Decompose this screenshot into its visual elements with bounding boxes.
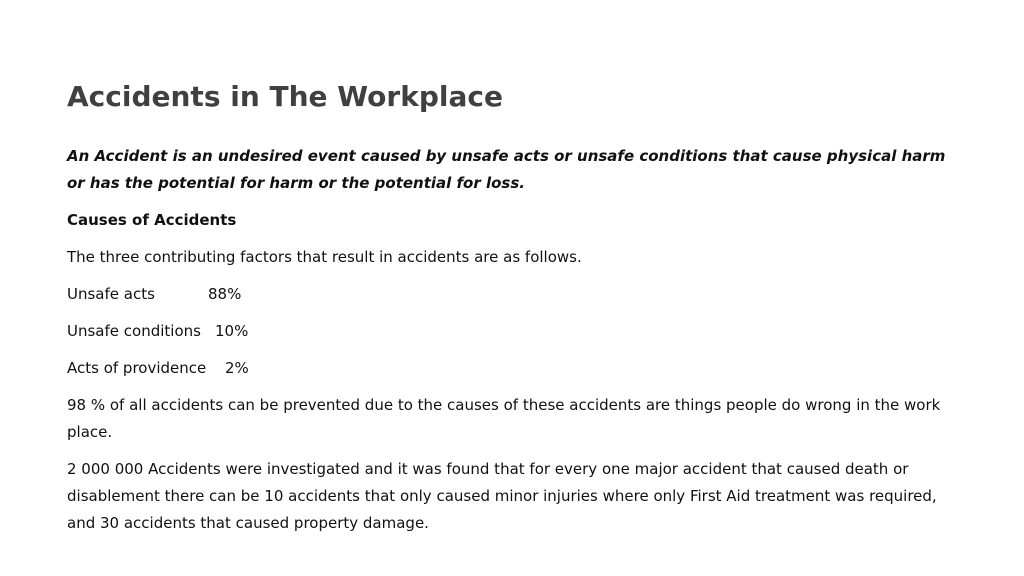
causes-intro: The three contributing factors that result in accidents are as follows. <box>67 248 582 266</box>
stat-value: 2% <box>225 359 249 377</box>
stat-value: 88% <box>208 285 242 303</box>
stat-acts-of-providence <box>67 355 967 382</box>
stat-label: Unsafe conditions <box>67 322 201 340</box>
investigation-paragraph: 2 000 000 Accidents were investigated and it was found that for every one major accident that caused death or disablement there can be 10 accidents that only caused minor injuries where only First Aid treatment was required, and 30 accidents that caused property damage. <box>67 460 937 532</box>
stat-unsafe-conditions <box>67 318 967 345</box>
slide-body <box>67 143 967 537</box>
causes-heading: Causes of Accidents <box>67 211 237 229</box>
stat-label: Acts of providence <box>67 359 207 377</box>
prevention-paragraph: 98 % of all accidents can be prevented due to the causes of these accidents are things people do wrong in the work place. <box>67 396 941 441</box>
stat-value: 10% <box>215 322 249 340</box>
stat-unsafe-acts <box>67 281 967 308</box>
accident-definition: An Accident is an undesired event caused by unsafe acts or unsafe conditions that cause physical harm or has the potential for harm or the potential for loss. <box>67 147 946 192</box>
stat-label: Unsafe acts <box>67 285 155 303</box>
slide-title: Accidents in The Workplace <box>67 80 503 113</box>
